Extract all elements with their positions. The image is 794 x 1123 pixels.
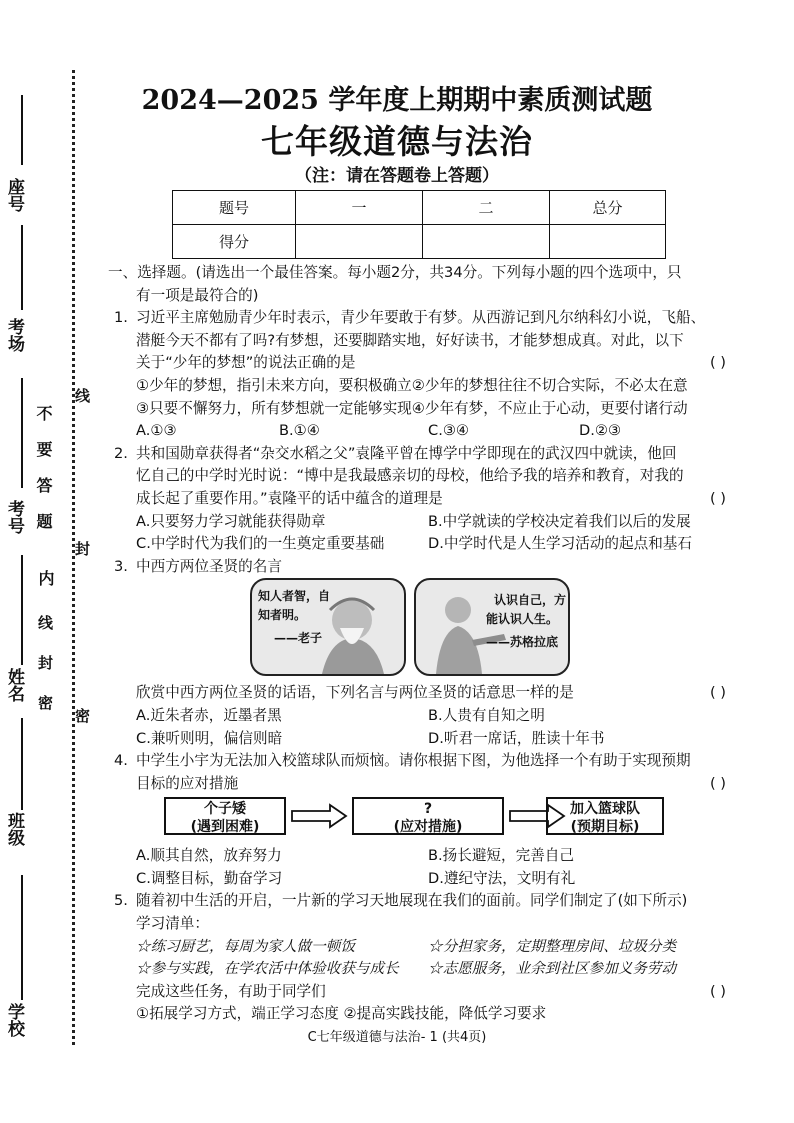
q5-item3: ☆参与实践，在学农活中体验收获与成长 xyxy=(136,960,399,978)
q2-line3 xyxy=(114,488,730,511)
flow-box-measure-title: ? xyxy=(423,801,433,818)
seat-number-label: 座号 xyxy=(4,178,24,212)
q5-list-row1 xyxy=(114,936,730,959)
q3-number: 3. xyxy=(114,557,128,575)
score-header-part1: 一 xyxy=(296,191,423,225)
score-table-score-row xyxy=(173,225,666,259)
exam-room-line xyxy=(21,225,23,310)
laozi-quote-line1: 知人者智，自 xyxy=(258,589,331,604)
score-cell-total xyxy=(550,225,666,259)
no-answer-warning: 不要答题 xyxy=(34,405,53,549)
q4-line2 xyxy=(114,773,730,796)
q3-option-b: B.人贵有自知之明 xyxy=(428,706,545,724)
q4-text2: 目标的应对措施 xyxy=(136,774,239,792)
score-header-total: 总分 xyxy=(550,191,666,225)
score-cell-part1 xyxy=(296,225,423,259)
q2-options-ab xyxy=(114,511,730,534)
q4-options-cd xyxy=(114,868,730,891)
q3-line1 xyxy=(114,556,730,579)
q4-number: 4. xyxy=(114,752,128,770)
q2-option-c: C.中学时代为我们的一生奠定重要基础 xyxy=(136,535,385,553)
q3-text2: 欣赏中西方两位圣贤的话语，下列名言与两位圣贤的话意思一样的是 xyxy=(136,684,574,702)
socrates-quote-line2: 能认识人生。 xyxy=(486,612,559,627)
q2-text1: 共和国勋章获得者“杂交水稻之父”袁隆平曾在博学中学即现在的武汉四中就读，他回 xyxy=(136,444,677,462)
exam-room-label: 考场 xyxy=(4,318,24,352)
q3-text1: 中西方两位圣贤的名言 xyxy=(136,557,282,575)
q5-line3 xyxy=(114,981,730,1004)
class-label: 班级 xyxy=(4,812,24,846)
q2-option-a: A.只要努力学习就能获得勋章 xyxy=(136,512,326,530)
flow-box-goal-sub: (预期目标) xyxy=(570,819,640,836)
q2-line1 xyxy=(114,443,730,466)
seal-xian-2: 线 xyxy=(75,387,91,405)
q4-flow-diagram xyxy=(114,795,730,845)
flow-box-measure-sub: (应对措施) xyxy=(393,819,463,836)
q3-answer-paren: ( ) xyxy=(709,684,726,702)
school-line xyxy=(21,875,23,1000)
q3-quote-images xyxy=(114,578,730,682)
q2-text3: 成长起了重要作用。”袁隆平的话中蕴含的道理是 xyxy=(136,489,443,507)
q3-options-ab xyxy=(114,705,730,728)
q5-item1: ☆练习厨艺，每周为家人做一顿饭 xyxy=(136,937,355,955)
section-title: 一、选择题。(请选出一个最佳答案。每小题2分，共34分。下列每小题的四个选项中，只 xyxy=(108,264,682,281)
q1-option-d: D.②③ xyxy=(579,422,622,440)
q1-text1: 习近平主席勉励青少年时表示，青少年要敢于有梦。从西游记到凡尔纳科幻小说，飞船、 xyxy=(136,309,706,327)
q3-options-cd xyxy=(114,728,730,751)
laozi-quote-line2: 知者明。 xyxy=(258,608,307,623)
q5-item2: ☆分担家务，定期整理房间、垃圾分类 xyxy=(428,937,677,955)
score-table-header-row xyxy=(173,191,666,225)
flow-box-goal-title: 加入篮球队 xyxy=(570,801,640,818)
q4-text1: 中学生小宇为无法加入校篮球队而烦恼。请你根据下图，为他选择一个有助于实现预期 xyxy=(136,752,691,770)
seal-mi-2: 密 xyxy=(75,707,91,725)
q2-answer-paren: ( ) xyxy=(709,489,726,507)
laozi-quote-card xyxy=(250,578,406,676)
q5-statement1: ①拓展学习方式，端正学习态度 ②提高实践技能，降低学习要求 xyxy=(136,1005,547,1023)
seal-feng-1: 封 xyxy=(38,654,54,672)
q1-answer-paren: ( ) xyxy=(709,354,726,372)
q5-text1: 随着初中生活的开启，一片新的学习天地展现在我们的面前。同学们制定了(如下所示) xyxy=(136,892,688,910)
q4-option-d: D.遵纪守法，文明有礼 xyxy=(428,869,576,887)
q4-options-ab xyxy=(114,845,730,868)
score-header-part2: 二 xyxy=(423,191,550,225)
flow-box-difficulty-title: 个子矮 xyxy=(204,801,246,818)
q5-item4: ☆志愿服务，业余到社区参加义务劳动 xyxy=(428,960,677,978)
score-row-label: 得分 xyxy=(173,225,296,259)
q1-statement2: ③只要不懈努力，所有梦想就一定能够实现④少年有梦，不应止于心动，更要付诸行动 xyxy=(136,399,688,417)
q5-list-row2 xyxy=(114,958,730,981)
page-footer: C七年级道德与法治- 1 (共4页) xyxy=(307,1030,487,1045)
q1-text3: 关于“少年的梦想”的说法正确的是 xyxy=(136,354,356,372)
socrates-quote-card xyxy=(414,578,570,676)
q3-option-a: A.近朱者赤，近墨者黑 xyxy=(136,706,282,724)
name-label: 姓名 xyxy=(4,668,24,702)
laozi-author: ——老子 xyxy=(274,631,323,646)
q1-option-c: C.③④ xyxy=(428,422,469,440)
q1-statement1: ①少年的梦想，指引未来方向，要积极确立②少年的梦想往往不切合实际，不必太在意 xyxy=(136,376,688,394)
score-header-question: 题号 xyxy=(173,191,296,225)
section-title-cont: 有一项是最符合的) xyxy=(136,286,259,304)
arrow-right-icon xyxy=(290,803,348,829)
q3-line2 xyxy=(114,682,730,705)
score-cell-part2 xyxy=(423,225,550,259)
q1-option-b: B.①④ xyxy=(279,422,320,440)
exam-number-line xyxy=(21,378,23,488)
q1-number: 1. xyxy=(114,309,128,327)
exam-number-label: 考号 xyxy=(4,500,24,534)
answer-note: （注：请在答题卷上答题） xyxy=(295,166,499,186)
seal-inside-label: 内 xyxy=(36,570,55,586)
q1-line3 xyxy=(114,352,730,375)
q5-line1 xyxy=(114,890,730,913)
flow-box-difficulty-sub: (遇到困难) xyxy=(190,819,260,836)
q5-number: 5. xyxy=(114,892,128,910)
question-body xyxy=(108,262,730,1026)
q1-options xyxy=(114,420,730,443)
q2-options-cd xyxy=(114,533,730,556)
q4-option-b: B.扬长避短，完善自己 xyxy=(428,847,574,865)
q1-line1 xyxy=(114,307,730,330)
q4-line1 xyxy=(114,750,730,773)
seal-mi-1: 密 xyxy=(38,694,54,712)
seal-xian-1: 线 xyxy=(38,614,54,632)
name-line xyxy=(21,555,23,665)
school-label: 学校 xyxy=(4,1003,24,1037)
flow-box-difficulty xyxy=(164,797,286,835)
exam-title: 2024—2025 学年度上期期中素质测试题 xyxy=(141,85,653,116)
flow-box-measure xyxy=(352,797,504,835)
q1-text2: 潜艇今天不都有了吗?有梦想，还要脚踏实地，好好读书，才能梦想成真。对此，以下 xyxy=(136,331,684,349)
q2-number: 2. xyxy=(114,444,128,462)
score-table xyxy=(172,190,666,259)
q4-option-c: C.调整目标，勤奋学习 xyxy=(136,869,283,887)
q3-option-d: D.听君一席话，胜读十年书 xyxy=(428,729,605,747)
class-line xyxy=(21,718,23,810)
q5-text2: 学习清单： xyxy=(136,915,209,933)
q2-option-d: D.中学时代是人生学习活动的起点和基石 xyxy=(428,535,692,553)
flow-box-goal xyxy=(546,797,664,835)
q2-option-b: B.中学就读的学校决定着我们以后的发展 xyxy=(428,512,691,530)
q4-answer-paren: ( ) xyxy=(709,774,726,792)
q1-option-a: A.①③ xyxy=(136,422,177,440)
q2-text2: 忆自己的中学时光时说：“博中是我最感亲切的母校，他给予我的培养和教育，对我的 xyxy=(136,467,684,485)
socrates-quote-line1: 认识自己，方 xyxy=(494,593,567,608)
q4-option-a: A.顺其自然，放弃努力 xyxy=(136,847,282,865)
q3-option-c: C.兼听则明，偏信则暗 xyxy=(136,729,283,747)
q5-answer-paren: ( ) xyxy=(709,982,726,1000)
seal-feng-2: 封 xyxy=(75,540,91,558)
subject-title: 七年级道德与法治 xyxy=(261,122,533,161)
socrates-author: ——苏格拉底 xyxy=(486,635,559,650)
q5-text3: 完成这些任务，有助于同学们 xyxy=(136,982,326,1000)
